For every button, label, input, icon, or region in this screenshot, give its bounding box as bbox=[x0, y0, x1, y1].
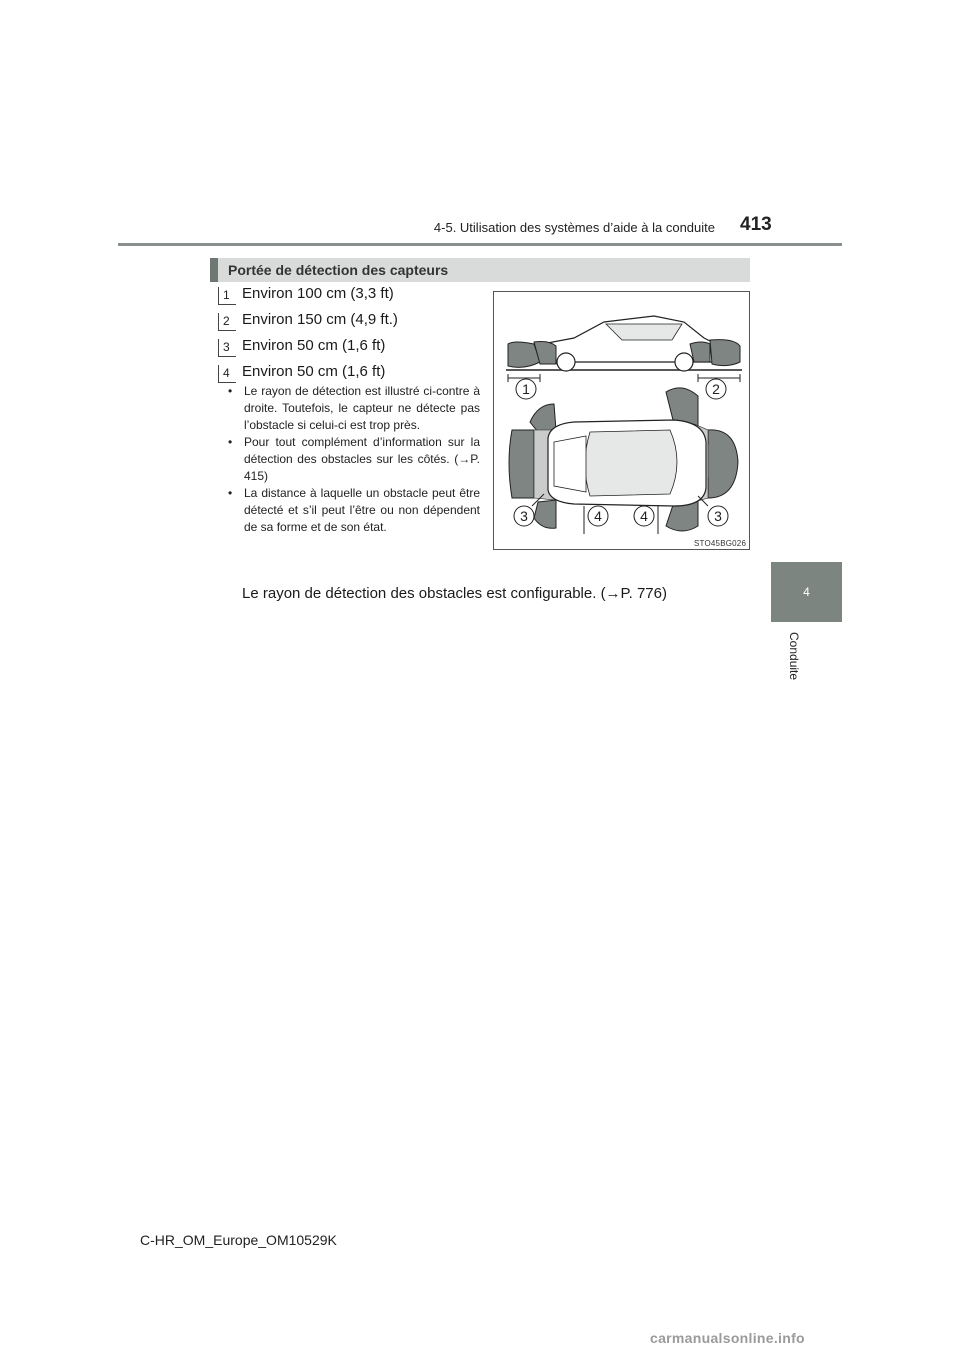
rear-zone-side bbox=[710, 340, 740, 366]
document-code: C-HR_OM_Europe_OM10529K bbox=[140, 1232, 337, 1248]
range-number-badge: 1 bbox=[218, 287, 236, 305]
configurable-note: Le rayon de détection des obstacles est configurable. (→P. 776) bbox=[242, 585, 667, 602]
note-item: • La distance à laquelle un obstacle peut être détecté et s’il peut l’être ou non dépendent de sa forme et de son état. bbox=[226, 485, 480, 536]
note-item: • Le rayon de détection est illustré ci-contre à droite. Toutefois, le capteur ne détecte pas l’obstacle si celui-ci est trop près. bbox=[226, 383, 480, 434]
range-text: Environ 50 cm (1,6 ft) bbox=[242, 337, 386, 354]
range-text: Environ 50 cm (1,6 ft) bbox=[242, 363, 386, 380]
range-number-badge: 3 bbox=[218, 339, 236, 357]
range-text: Environ 150 cm (4,9 ft.) bbox=[242, 311, 398, 328]
note-item: • Pour tout complément d’information sur la détection des obstacles sur les côtés. (→P. 415) bbox=[226, 434, 480, 485]
callout-1-label: 1 bbox=[522, 381, 530, 397]
header-rule bbox=[118, 243, 842, 246]
rear-corner-zone-side bbox=[690, 342, 710, 362]
callout-3-rear-label: 3 bbox=[714, 508, 722, 524]
car-top-windshield bbox=[554, 436, 586, 492]
chapter-number: 4 bbox=[803, 585, 810, 599]
callout-2-label: 2 bbox=[712, 381, 720, 397]
range-number-badge: 4 bbox=[218, 365, 236, 383]
section-title: Portée de détection des capteurs bbox=[210, 258, 750, 282]
car-top-roof bbox=[585, 430, 677, 496]
callout-3-front-label: 3 bbox=[520, 508, 528, 524]
range-text: Environ 100 cm (3,3 ft) bbox=[242, 285, 394, 302]
front-left-corner-zone bbox=[530, 404, 556, 432]
watermark: carmanualsonline.info bbox=[650, 1330, 805, 1346]
chapter-tab[interactable] bbox=[771, 562, 842, 622]
notes-list bbox=[226, 383, 480, 536]
rear-zone-top bbox=[704, 430, 738, 498]
front-right-corner-zone bbox=[534, 500, 556, 528]
sensor-diagram-svg bbox=[494, 292, 749, 549]
diagram-code: STO45BG026 bbox=[694, 539, 747, 548]
rear-wheel bbox=[675, 353, 693, 371]
callout-4-rear-label: 4 bbox=[640, 508, 648, 524]
page-number: 413 bbox=[740, 214, 772, 235]
callout-4-front-label: 4 bbox=[594, 508, 602, 524]
sensor-range-diagram bbox=[493, 291, 750, 550]
front-wheel bbox=[557, 353, 575, 371]
range-number-badge: 2 bbox=[218, 313, 236, 331]
chapter-name: Conduite bbox=[787, 632, 801, 681]
header-section-title: 4-5. Utilisation des systèmes d’aide à la conduite bbox=[433, 220, 715, 235]
front-zone-top bbox=[509, 430, 534, 498]
